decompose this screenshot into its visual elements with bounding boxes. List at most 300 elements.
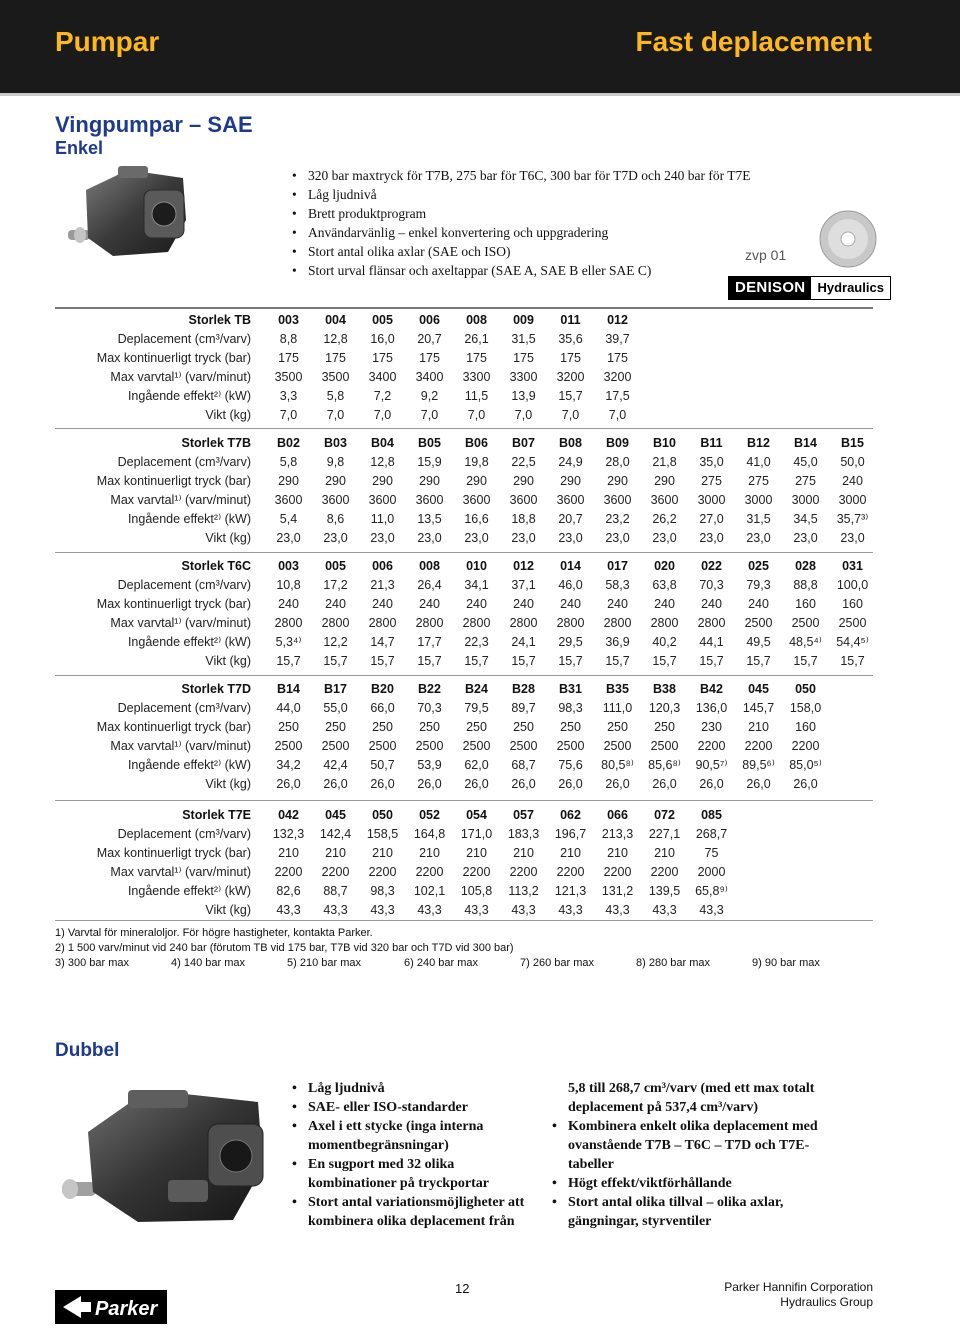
cell: 139,5 — [648, 883, 681, 898]
cell: 175 — [607, 350, 628, 365]
cell: 15,7 — [323, 653, 348, 668]
cell: 210 — [560, 845, 581, 860]
size-code: 005 — [372, 312, 393, 327]
cell: 9,8 — [326, 454, 345, 469]
cell: 3500 — [274, 369, 303, 384]
cell: 58,3 — [605, 577, 630, 592]
cell: 275 — [795, 473, 816, 488]
cell: 3400 — [368, 369, 397, 384]
cell: 44,0 — [276, 700, 301, 715]
cell: 210 — [325, 845, 346, 860]
cell: 98,3 — [370, 883, 395, 898]
cell: 2200 — [603, 864, 632, 879]
cell: 111,0 — [602, 700, 633, 715]
cell: 43,3 — [652, 902, 677, 917]
cell: 7,0 — [561, 407, 580, 422]
cell: 43,3 — [699, 902, 724, 917]
cell: 268,7 — [695, 826, 728, 841]
row-label: Deplacement (cm³/varv) — [117, 700, 251, 715]
size-code: B35 — [606, 681, 629, 696]
company-info — [724, 1280, 873, 1310]
spec-table-t6c — [55, 556, 876, 670]
cell: 160 — [795, 719, 816, 734]
size-code: 072 — [654, 807, 675, 822]
feature-item: • Låg ljudnivå — [290, 1079, 548, 1098]
cell: 88,7 — [323, 883, 348, 898]
size-code: 003 — [278, 312, 299, 327]
cell: 142,4 — [319, 826, 352, 841]
cell: 26,0 — [464, 776, 489, 791]
cell: 26,0 — [605, 776, 630, 791]
cell: 175 — [372, 350, 393, 365]
cell: 43,3 — [605, 902, 630, 917]
size-code: B31 — [559, 681, 582, 696]
cell: 250 — [466, 719, 487, 734]
row-label: Max varvtal¹⁾ (varv/minut) — [110, 865, 251, 879]
row-label: Ingående effekt²⁾ (kW) — [127, 635, 251, 649]
size-code: 054 — [466, 807, 487, 822]
cell: 3000 — [744, 492, 773, 507]
cell: 16,6 — [464, 511, 489, 526]
cell: 50,7 — [370, 757, 395, 772]
size-code: 050 — [372, 807, 393, 822]
size-label: Storlek T7D — [181, 681, 251, 696]
cell: 175 — [278, 350, 299, 365]
cell: 175 — [513, 350, 534, 365]
cell: 7,0 — [420, 407, 439, 422]
cell: 3000 — [838, 492, 867, 507]
cell: 175 — [466, 350, 487, 365]
size-code: B14 — [277, 681, 300, 696]
feature-item: • Brett produktprogram — [290, 204, 751, 223]
cell: 15,7 — [840, 653, 865, 668]
cell: 240 — [701, 596, 722, 611]
cell: 240 — [513, 596, 534, 611]
row-label: Vikt (kg) — [205, 653, 251, 668]
cell: 2500 — [838, 615, 867, 630]
dubbel-title: Dubbel — [55, 1040, 120, 1061]
size-code: B08 — [559, 435, 582, 450]
cell: 23,0 — [464, 530, 489, 545]
cell: 2500 — [603, 738, 632, 753]
company-group: Hydraulics Group — [780, 1295, 873, 1309]
cell: 70,3 — [699, 577, 724, 592]
cell: 63,8 — [652, 577, 677, 592]
page-number: 12 — [455, 1281, 470, 1296]
cell: 3000 — [791, 492, 820, 507]
cell: 23,0 — [605, 530, 630, 545]
cell: 49,5 — [746, 634, 771, 649]
cell: 2200 — [791, 738, 820, 753]
section-title: Vingpumpar – SAE — [55, 112, 253, 137]
cell: 19,8 — [464, 454, 489, 469]
cell: 28,0 — [605, 454, 630, 469]
cell: 15,7 — [464, 653, 489, 668]
cell: 2800 — [321, 615, 350, 630]
cell: 2200 — [274, 864, 303, 879]
cell: 37,1 — [511, 577, 536, 592]
row-label: Max kontinuerligt tryck (bar) — [96, 473, 251, 488]
cell: 2800 — [603, 615, 632, 630]
cell: 275 — [701, 473, 722, 488]
spec-table-tb — [55, 310, 641, 424]
cell: 15,7 — [558, 653, 583, 668]
size-code: 050 — [795, 681, 816, 696]
size-code: B06 — [465, 435, 488, 450]
cell: 7,2 — [373, 388, 392, 403]
cell: 15,7 — [417, 653, 442, 668]
footnote: 9) 90 bar max — [752, 957, 820, 969]
double-pump-image — [58, 1072, 273, 1227]
cell: 250 — [419, 719, 440, 734]
brand-name: DENISON — [729, 277, 811, 299]
cell: 2200 — [415, 864, 444, 879]
cell: 50,0 — [840, 454, 865, 469]
cell: 3600 — [321, 492, 350, 507]
row-label: Max varvtal¹⁾ (varv/minut) — [110, 616, 251, 630]
cell: 290 — [560, 473, 581, 488]
cell: 3600 — [556, 492, 585, 507]
cell: 3600 — [509, 492, 538, 507]
cell: 20,7 — [417, 331, 442, 346]
feature-item: • 320 bar maxtryck för T7B, 275 bar för T6C, 300 bar för T7D och 240 bar för T7E — [290, 166, 751, 185]
cell: 158,0 — [789, 700, 822, 715]
feature-item: • Stort antal olika tillval – olika axlar, gängningar, styrventiler — [552, 1193, 837, 1231]
cell: 2200 — [697, 738, 726, 753]
table-divider — [55, 800, 873, 801]
cell: 34,1 — [464, 577, 489, 592]
size-code: B03 — [324, 435, 347, 450]
cell: 7,0 — [326, 407, 345, 422]
cell: 23,0 — [417, 530, 442, 545]
cell: 85,0⁵⁾ — [789, 758, 822, 772]
header-category: Pumpar — [55, 26, 160, 57]
size-code: 057 — [513, 807, 534, 822]
cell: 250 — [560, 719, 581, 734]
cell: 2500 — [415, 738, 444, 753]
cell: 210 — [278, 845, 299, 860]
cell: 26,1 — [464, 331, 489, 346]
single-pump-image — [58, 160, 193, 260]
cell: 7,0 — [279, 407, 298, 422]
cell: 26,0 — [558, 776, 583, 791]
feature-item: • En sugport med 32 olika kombinationer på tryckportar — [290, 1155, 513, 1193]
cell: 3200 — [603, 369, 632, 384]
cell: 43,3 — [511, 902, 536, 917]
row-label: Ingående effekt²⁾ (kW) — [127, 512, 251, 526]
cell: 22,3 — [464, 634, 489, 649]
table-divider — [55, 920, 873, 921]
cell: 89,7 — [511, 700, 536, 715]
cell: 175 — [560, 350, 581, 365]
size-code: 006 — [419, 312, 440, 327]
row-label: Max varvtal¹⁾ (varv/minut) — [110, 370, 251, 384]
cell: 88,8 — [793, 577, 818, 592]
cell: 68,7 — [511, 757, 536, 772]
cell: 230 — [701, 719, 722, 734]
footnote: 3) 300 bar max — [55, 957, 129, 969]
cell: 26,0 — [370, 776, 395, 791]
size-code: 012 — [607, 312, 628, 327]
cell: 5,8 — [326, 388, 345, 403]
size-code: B05 — [418, 435, 441, 450]
size-label: Storlek TB — [188, 312, 251, 327]
cell: 2500 — [274, 738, 303, 753]
cell: 14,7 — [370, 634, 395, 649]
cell: 2200 — [462, 864, 491, 879]
cell: 43,3 — [370, 902, 395, 917]
cell: 35,0 — [699, 454, 724, 469]
section-subtitle: Enkel — [55, 138, 104, 158]
cell: 11,0 — [370, 511, 395, 526]
row-label: Max kontinuerligt tryck (bar) — [96, 596, 251, 611]
cell: 2800 — [274, 615, 303, 630]
cell: 290 — [654, 473, 675, 488]
table-divider — [55, 675, 873, 676]
cell: 290 — [607, 473, 628, 488]
cell: 250 — [654, 719, 675, 734]
cell: 3600 — [603, 492, 632, 507]
brand-suffix: Hydraulics — [811, 277, 889, 299]
cell: 55,0 — [323, 700, 348, 715]
cell: 2200 — [556, 864, 585, 879]
cell: 8,6 — [326, 511, 345, 526]
footnote: 6) 240 bar max — [404, 957, 478, 969]
cell: 275 — [748, 473, 769, 488]
size-code: 003 — [278, 558, 299, 573]
cell: 29,5 — [558, 634, 583, 649]
cell: 15,7 — [605, 653, 630, 668]
size-code: 005 — [325, 558, 346, 573]
cell: 2200 — [509, 864, 538, 879]
cell: 41,0 — [746, 454, 771, 469]
feature-item: • Stort urval flänsar och axeltappar (SAE A, SAE B eller SAE C) — [290, 261, 751, 280]
size-code: 010 — [466, 558, 487, 573]
feature-item: • Kombinera enkelt olika deplacement med ovanstående T7B – T6C – T7D och T7E-tabeller — [552, 1117, 837, 1174]
cell: 34,5 — [793, 511, 818, 526]
feature-item: • Högt effekt/viktförhållande — [552, 1174, 837, 1193]
size-code: 022 — [701, 558, 722, 573]
size-code: 028 — [795, 558, 816, 573]
feature-item: • Axel i ett stycke (inga interna momentbegränsningar) — [290, 1117, 513, 1155]
cell: 105,8 — [460, 883, 493, 898]
size-code: B09 — [606, 435, 629, 450]
spec-table-t7e — [55, 805, 735, 919]
cell: 26,0 — [793, 776, 818, 791]
company-name: Parker Hannifin Corporation — [724, 1280, 873, 1294]
parker-logo — [55, 1290, 167, 1324]
cell: 3200 — [556, 369, 585, 384]
table-divider — [55, 552, 873, 553]
features-list — [290, 166, 751, 280]
cell: 160 — [842, 596, 863, 611]
size-code: 045 — [325, 807, 346, 822]
cell: 42,4 — [323, 757, 348, 772]
cell: 3600 — [650, 492, 679, 507]
cell: 23,0 — [276, 530, 301, 545]
cell: 26,4 — [417, 577, 442, 592]
cell: 210 — [372, 845, 393, 860]
cell: 85,6⁸⁾ — [648, 758, 681, 772]
size-code: 006 — [372, 558, 393, 573]
size-code: B20 — [371, 681, 394, 696]
size-code: B22 — [418, 681, 441, 696]
cell: 82,6 — [276, 883, 301, 898]
row-label: Deplacement (cm³/varv) — [117, 577, 251, 592]
parker-logo-mark — [55, 1290, 167, 1324]
page-header — [0, 0, 960, 96]
cell: 3600 — [368, 492, 397, 507]
size-code: 031 — [842, 558, 863, 573]
cell: 250 — [325, 719, 346, 734]
cell: 23,0 — [558, 530, 583, 545]
cell: 121,3 — [554, 883, 587, 898]
size-code: B28 — [512, 681, 535, 696]
cell: 5,4 — [279, 511, 298, 526]
cell: 290 — [325, 473, 346, 488]
cell: 35,6 — [558, 331, 583, 346]
cell: 79,3 — [746, 577, 771, 592]
size-label: Storlek T7B — [181, 435, 251, 450]
cell: 240 — [654, 596, 675, 611]
row-label: Max kontinuerligt tryck (bar) — [96, 719, 251, 734]
footnote: 7) 260 bar max — [520, 957, 594, 969]
cell: 7,0 — [514, 407, 533, 422]
cell: 2500 — [321, 738, 350, 753]
cell: 45,0 — [793, 454, 818, 469]
cell: 210 — [419, 845, 440, 860]
size-code: B38 — [653, 681, 676, 696]
cell: 2200 — [368, 864, 397, 879]
cell: 3,3 — [279, 388, 298, 403]
cell: 290 — [278, 473, 299, 488]
cell: 250 — [278, 719, 299, 734]
cell: 75 — [704, 845, 719, 860]
cell: 132,3 — [272, 826, 305, 841]
cell: 26,2 — [652, 511, 677, 526]
notes — [55, 926, 514, 956]
cell: 175 — [419, 350, 440, 365]
size-code: 025 — [748, 558, 769, 573]
size-code: B24 — [465, 681, 488, 696]
cell: 3500 — [321, 369, 350, 384]
cell: 290 — [419, 473, 440, 488]
cell: 136,0 — [695, 700, 728, 715]
cell: 22,5 — [511, 454, 536, 469]
note: 2) 1 500 varv/minut vid 240 bar (förutom TB vid 175 bar, T7B vid 320 bar och T7D vid 300 bar) — [55, 942, 514, 954]
cell: 240 — [466, 596, 487, 611]
cell: 240 — [607, 596, 628, 611]
size-code: B11 — [700, 435, 723, 450]
cell: 100,0 — [836, 577, 869, 592]
cell: 43,3 — [558, 902, 583, 917]
cell: 3300 — [462, 369, 491, 384]
cell: 23,0 — [746, 530, 771, 545]
cell: 34,2 — [276, 757, 301, 772]
cell: 2500 — [368, 738, 397, 753]
cell: 290 — [513, 473, 534, 488]
dubbel-features-col2 — [552, 1079, 837, 1231]
cell: 80,5⁸⁾ — [601, 758, 634, 772]
size-code: 014 — [560, 558, 581, 573]
row-label: Vikt (kg) — [205, 530, 251, 545]
cell: 2200 — [321, 864, 350, 879]
cell: 10,8 — [276, 577, 301, 592]
cell: 145,7 — [742, 700, 775, 715]
cell: 7,0 — [467, 407, 486, 422]
cell: 113,2 — [508, 883, 539, 898]
cell: 2800 — [697, 615, 726, 630]
cell: 213,3 — [601, 826, 634, 841]
size-code: 020 — [654, 558, 675, 573]
cell: 11,5 — [464, 388, 489, 403]
cell: 2800 — [415, 615, 444, 630]
spec-table-t7b — [55, 433, 876, 547]
cell: 15,7 — [276, 653, 301, 668]
cell: 15,7 — [652, 653, 677, 668]
cell: 23,0 — [652, 530, 677, 545]
cell: 8,8 — [279, 331, 298, 346]
cell: 54,4⁵⁾ — [836, 635, 869, 649]
cell: 240 — [748, 596, 769, 611]
size-code: 042 — [278, 807, 299, 822]
cell: 90,5⁷⁾ — [695, 758, 728, 772]
size-code: 008 — [466, 312, 487, 327]
size-code: B15 — [841, 435, 864, 450]
cell: 2800 — [368, 615, 397, 630]
cell: 210 — [748, 719, 769, 734]
cell: 23,2 — [605, 511, 630, 526]
row-label: Deplacement (cm³/varv) — [117, 826, 251, 841]
footnote: 8) 280 bar max — [636, 957, 710, 969]
cell: 26,0 — [652, 776, 677, 791]
cell: 2500 — [556, 738, 585, 753]
cell: 240 — [419, 596, 440, 611]
size-code: B07 — [512, 435, 535, 450]
cell: 5,3⁴⁾ — [275, 635, 302, 649]
size-code: 012 — [513, 558, 534, 573]
cell: 27,0 — [699, 511, 724, 526]
footnote: 5) 210 bar max — [287, 957, 361, 969]
cell: 26,0 — [323, 776, 348, 791]
cell: 2800 — [462, 615, 491, 630]
cell: 158,5 — [366, 826, 399, 841]
cell: 24,1 — [511, 634, 536, 649]
cell: 18,8 — [511, 511, 536, 526]
size-code: 009 — [513, 312, 534, 327]
cell: 250 — [372, 719, 393, 734]
table-divider — [55, 428, 873, 429]
cell: 75,6 — [558, 757, 583, 772]
cell: 102,1 — [413, 883, 446, 898]
cell: 12,2 — [323, 634, 348, 649]
zvp-label: zvp 01 — [745, 247, 787, 263]
cell: 65,8⁹⁾ — [695, 884, 728, 898]
cell: 23,0 — [511, 530, 536, 545]
cell: 16,0 — [370, 331, 395, 346]
cell: 240 — [560, 596, 581, 611]
size-code: B42 — [700, 681, 723, 696]
cell: 2800 — [650, 615, 679, 630]
row-label: Max kontinuerligt tryck (bar) — [96, 350, 251, 365]
cell: 31,5 — [511, 331, 536, 346]
feature-item: • Stort antal olika axlar (SAE och ISO) — [290, 242, 751, 261]
feature-item: • Låg ljudnivå — [290, 185, 751, 204]
parker-logo-text: Parker — [95, 1298, 158, 1320]
row-label: Max kontinuerligt tryck (bar) — [96, 845, 251, 860]
cell: 160 — [795, 596, 816, 611]
cell: 9,2 — [420, 388, 439, 403]
